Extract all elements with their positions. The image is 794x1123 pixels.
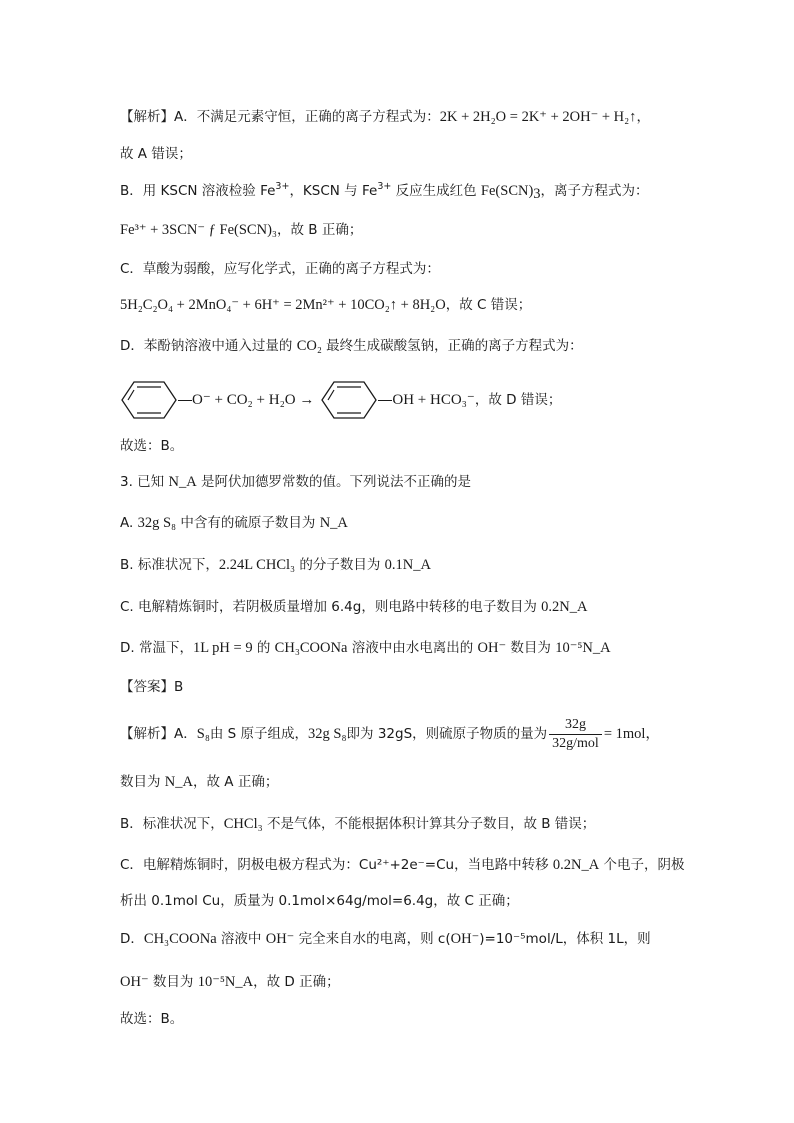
formula: OH⁻ [450, 931, 480, 947]
answer: 【答案】B [120, 679, 184, 695]
text: C. 电解精炼铜时，若阴极质量增加 6.4g，则电路中转移的电子数目为 [120, 599, 542, 615]
formula: 0.2N_A [552, 857, 600, 873]
numerator: 32g [549, 716, 602, 735]
fraction [549, 716, 602, 753]
text: ，故 D 正确； [253, 974, 340, 990]
option-a [120, 513, 348, 533]
explanation-conclusion: 故选：B。 [120, 1011, 184, 1027]
formula: 32g S₈ [308, 726, 347, 742]
text: C．电解精炼铜时，阴极电极方程式为：Cu²⁺+2e⁻=Cu，当电路中转移 [120, 857, 553, 873]
text: ，离子方程式为： [540, 183, 649, 199]
text: B．标准状况下， [120, 816, 224, 832]
formula: 0.1N_A [384, 557, 431, 573]
text: 由 S 原子组成， [209, 726, 309, 742]
formula: 0.2N_A [541, 599, 588, 615]
text: 溶液中由水电离出的 [347, 640, 478, 656]
text: 不是气体，不能根据体积计算其分子数目，故 B 错误； [262, 816, 596, 832]
text: 是阿伏加德罗常数的值。下列说法不正确的是 [196, 474, 471, 490]
text: D． [120, 931, 144, 947]
text: 的 [252, 640, 275, 656]
formula: N_A [168, 474, 197, 490]
formula: 10⁻⁵N_A [555, 640, 611, 656]
formula: CHCl₃ [223, 816, 263, 832]
benzene-ring-icon [120, 380, 178, 420]
formula: OH⁻ [477, 640, 507, 656]
text: A. [120, 515, 138, 531]
equation: Fe³⁺ + 3SCN⁻ ƒ Fe(SCN)₃ [120, 222, 277, 238]
text: 数目为 [506, 640, 556, 656]
text: 反应生成红色 [391, 183, 481, 199]
formula: 2.24L CHCl₃ [218, 557, 296, 573]
text: B. 标准状况下， [120, 557, 219, 573]
text: 数目为 [148, 974, 198, 990]
equation: 5H₂C₂O₄ + 2MnO₄⁻ + 6H⁺ = 2Mn²⁺ + 10CO₂↑ + 8H₂O [120, 297, 446, 313]
formula: N_A [319, 515, 348, 531]
equation: 2K + 2H₂O = 2K⁺ + 2OH⁻ + H₂↑ [439, 109, 637, 125]
text: ，故 B 正确； [276, 222, 363, 238]
formula: 1L pH = 9 [192, 640, 253, 656]
formula: CH₃COONa [274, 640, 348, 656]
option-b [120, 555, 431, 575]
text: )=10⁻⁵mol/L，体积 1L，则 [479, 931, 651, 947]
text: = 1mol， [603, 726, 660, 742]
text: 【解析】A．不满足元素守恒，正确的离子方程式为： [120, 109, 440, 125]
text: 中含有的硫原子数目为 [176, 515, 320, 531]
text: D. 常温下， [120, 640, 193, 656]
text: 【解析】A． [120, 726, 197, 742]
explanation-line-2 [120, 772, 278, 792]
formula: CO₂ [296, 338, 322, 354]
analysis-conclusion: 故选：B。 [120, 438, 184, 454]
explanation-line-3 [120, 814, 595, 834]
analysis-line-1 [120, 107, 650, 127]
analysis-line-3 [120, 181, 649, 201]
formula: 32g S₈ [137, 515, 177, 531]
text: ，故 C 错误； [445, 297, 532, 313]
formula: S₈ [196, 726, 210, 742]
analysis-line-5: C．草酸为弱酸，应写化学式，正确的离子方程式为： [120, 261, 440, 277]
formula: CH₃COONa [143, 931, 217, 947]
text: 数目为 [120, 774, 165, 790]
text: 即为 32gS，则硫原子物质的量为 [346, 726, 548, 742]
explanation-line-6 [120, 929, 651, 949]
question-3 [120, 472, 471, 492]
text: ，故 A 正确； [193, 774, 279, 790]
benzene-ring-icon [320, 380, 378, 420]
text: 的分子数目为 [295, 557, 385, 573]
text: 溶液中 [216, 931, 266, 947]
text: 个电子，阴极 [599, 857, 685, 873]
formula: OH⁻ [265, 931, 295, 947]
formula: 10⁻⁵N_A [197, 974, 254, 990]
formula: Fe(SCN) [480, 183, 534, 199]
text: D．苯酚钠溶液中通入过量的 [120, 338, 297, 354]
phenoxide-reaction [120, 378, 561, 422]
denominator: 32g/mol [552, 735, 599, 751]
subscript: 3 [533, 186, 541, 202]
explanation-line-1 [120, 712, 660, 756]
analysis-line-4 [120, 220, 362, 240]
formula: N_A [164, 774, 193, 790]
text: ， [636, 109, 650, 125]
analysis-line-7 [120, 336, 583, 356]
bond-line [378, 400, 392, 401]
option-c [120, 597, 587, 617]
explanation-line-7 [120, 972, 340, 992]
analysis-line-6 [120, 295, 531, 315]
text: B．用 KSCN 溶液检验 Fe [120, 183, 276, 199]
formula: OH⁻ [120, 974, 149, 990]
text: ，故 D 错误； [474, 392, 562, 408]
superscript: 3+ [275, 181, 290, 192]
explanation-line-4 [120, 855, 685, 875]
superscript: 3+ [377, 181, 392, 192]
text: ，KSCN 与 Fe [289, 183, 378, 199]
text: 3. 已知 [120, 474, 169, 490]
bond-line [178, 400, 192, 401]
text: 完全来自水的电离，则 c( [294, 931, 451, 947]
option-d [120, 638, 611, 658]
products: OH + HCO₃⁻ [392, 392, 475, 408]
reactants: O⁻ + CO₂ + H₂O → [192, 392, 315, 408]
text: 最终生成碳酸氢钠，正确的离子方程式为： [321, 338, 583, 354]
explanation-line-5: 析出 0.1mol Cu，质量为 0.1mol×64g/mol=6.4g，故 C 正确； [120, 893, 519, 909]
analysis-line-2: 故 A 错误； [120, 146, 192, 162]
